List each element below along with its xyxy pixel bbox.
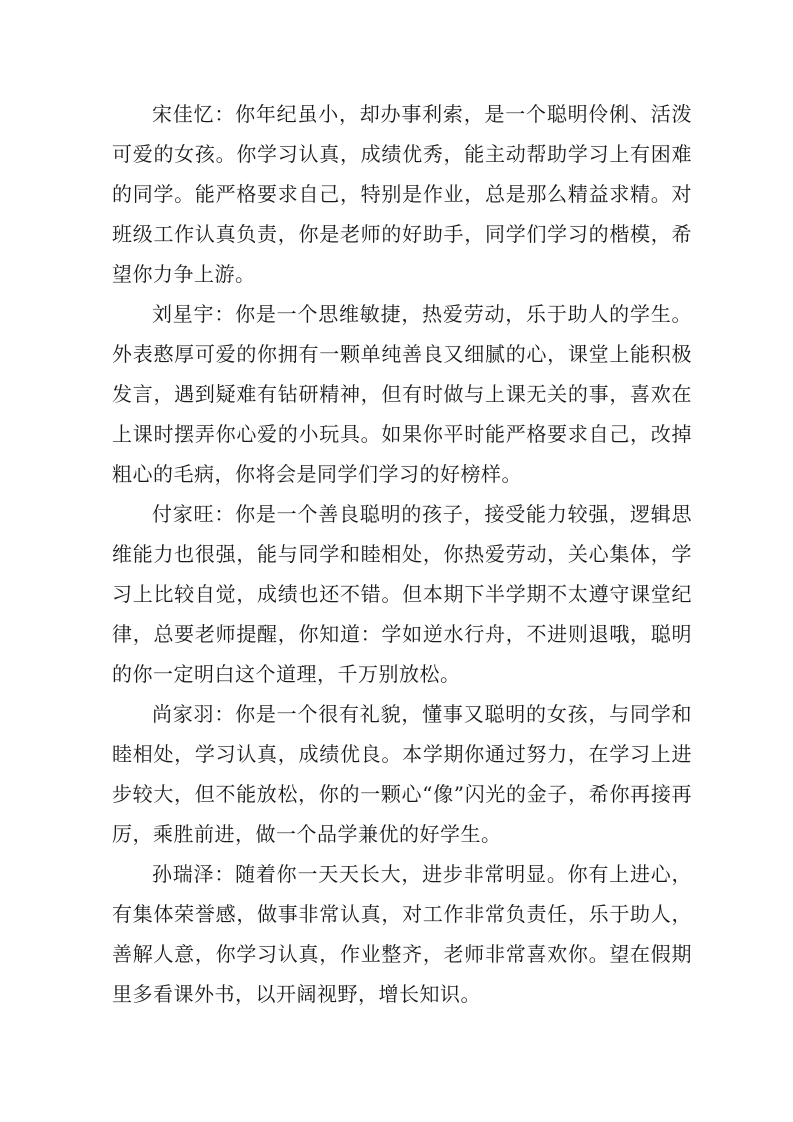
document-body <box>112 94 692 1014</box>
comment-paragraph-shang-jiayu: 尚家羽：你是一个很有礼貌，懂事又聪明的女孩，与同学和睦相处，学习认真，成绩优良。本学期你通过努力，在学习上进步较大，但不能放松，你的一颗心“像”闪光的金子，希你再接再厉，乘胜前进，做一个品学兼优的好学生。 <box>112 702 692 846</box>
comment-paragraph-song-jiayi: 宋佳忆：你年纪虽小，却办事利索，是一个聪明伶俐、活泼可爱的女孩。你学习认真，成绩优秀，能主动帮助学习上有困难的同学。能严格要求自己，特别是作业，总是那么精益求精。对班级工作认真负责，你是老师的好助手，同学们学习的楷模，希望你力争上游。 <box>112 102 692 286</box>
comment-paragraph-fu-jiawang: 付家旺：你是一个善良聪明的孩子，接受能力较强，逻辑思维能力也很强，能与同学和睦相处，你热爱劳动，关心集体，学习上比较自觉，成绩也还不错。但本期下半学期不太遵守课堂纪律，总要老师提醒，你知道：学如逆水行舟，不进则退哦，聪明的你一定明白这个道理，千万别放松。 <box>112 502 692 686</box>
comment-paragraph-liu-xingyu: 刘星宇：你是一个思维敏捷，热爱劳动，乐于助人的学生。外表憨厚可爱的你拥有一颗单纯善良又细腻的心，课堂上能积极发言，遇到疑难有钻研精神，但有时做与上课无关的事，喜欢在上课时摆弄你心爱的小玩具。如果你平时能严格要求自己，改掉粗心的毛病，你将会是同学们学习的好榜样。 <box>112 302 692 486</box>
comment-paragraph-sun-ruize: 孙瑞泽：随着你一天天长大，进步非常明显。你有上进心，有集体荣誉感，做事非常认真，对工作非常负责任，乐于助人，善解人意，你学习认真，作业整齐，老师非常喜欢你。望在假期里多看课外书，以开阔视野，增长知识。 <box>112 862 692 1006</box>
